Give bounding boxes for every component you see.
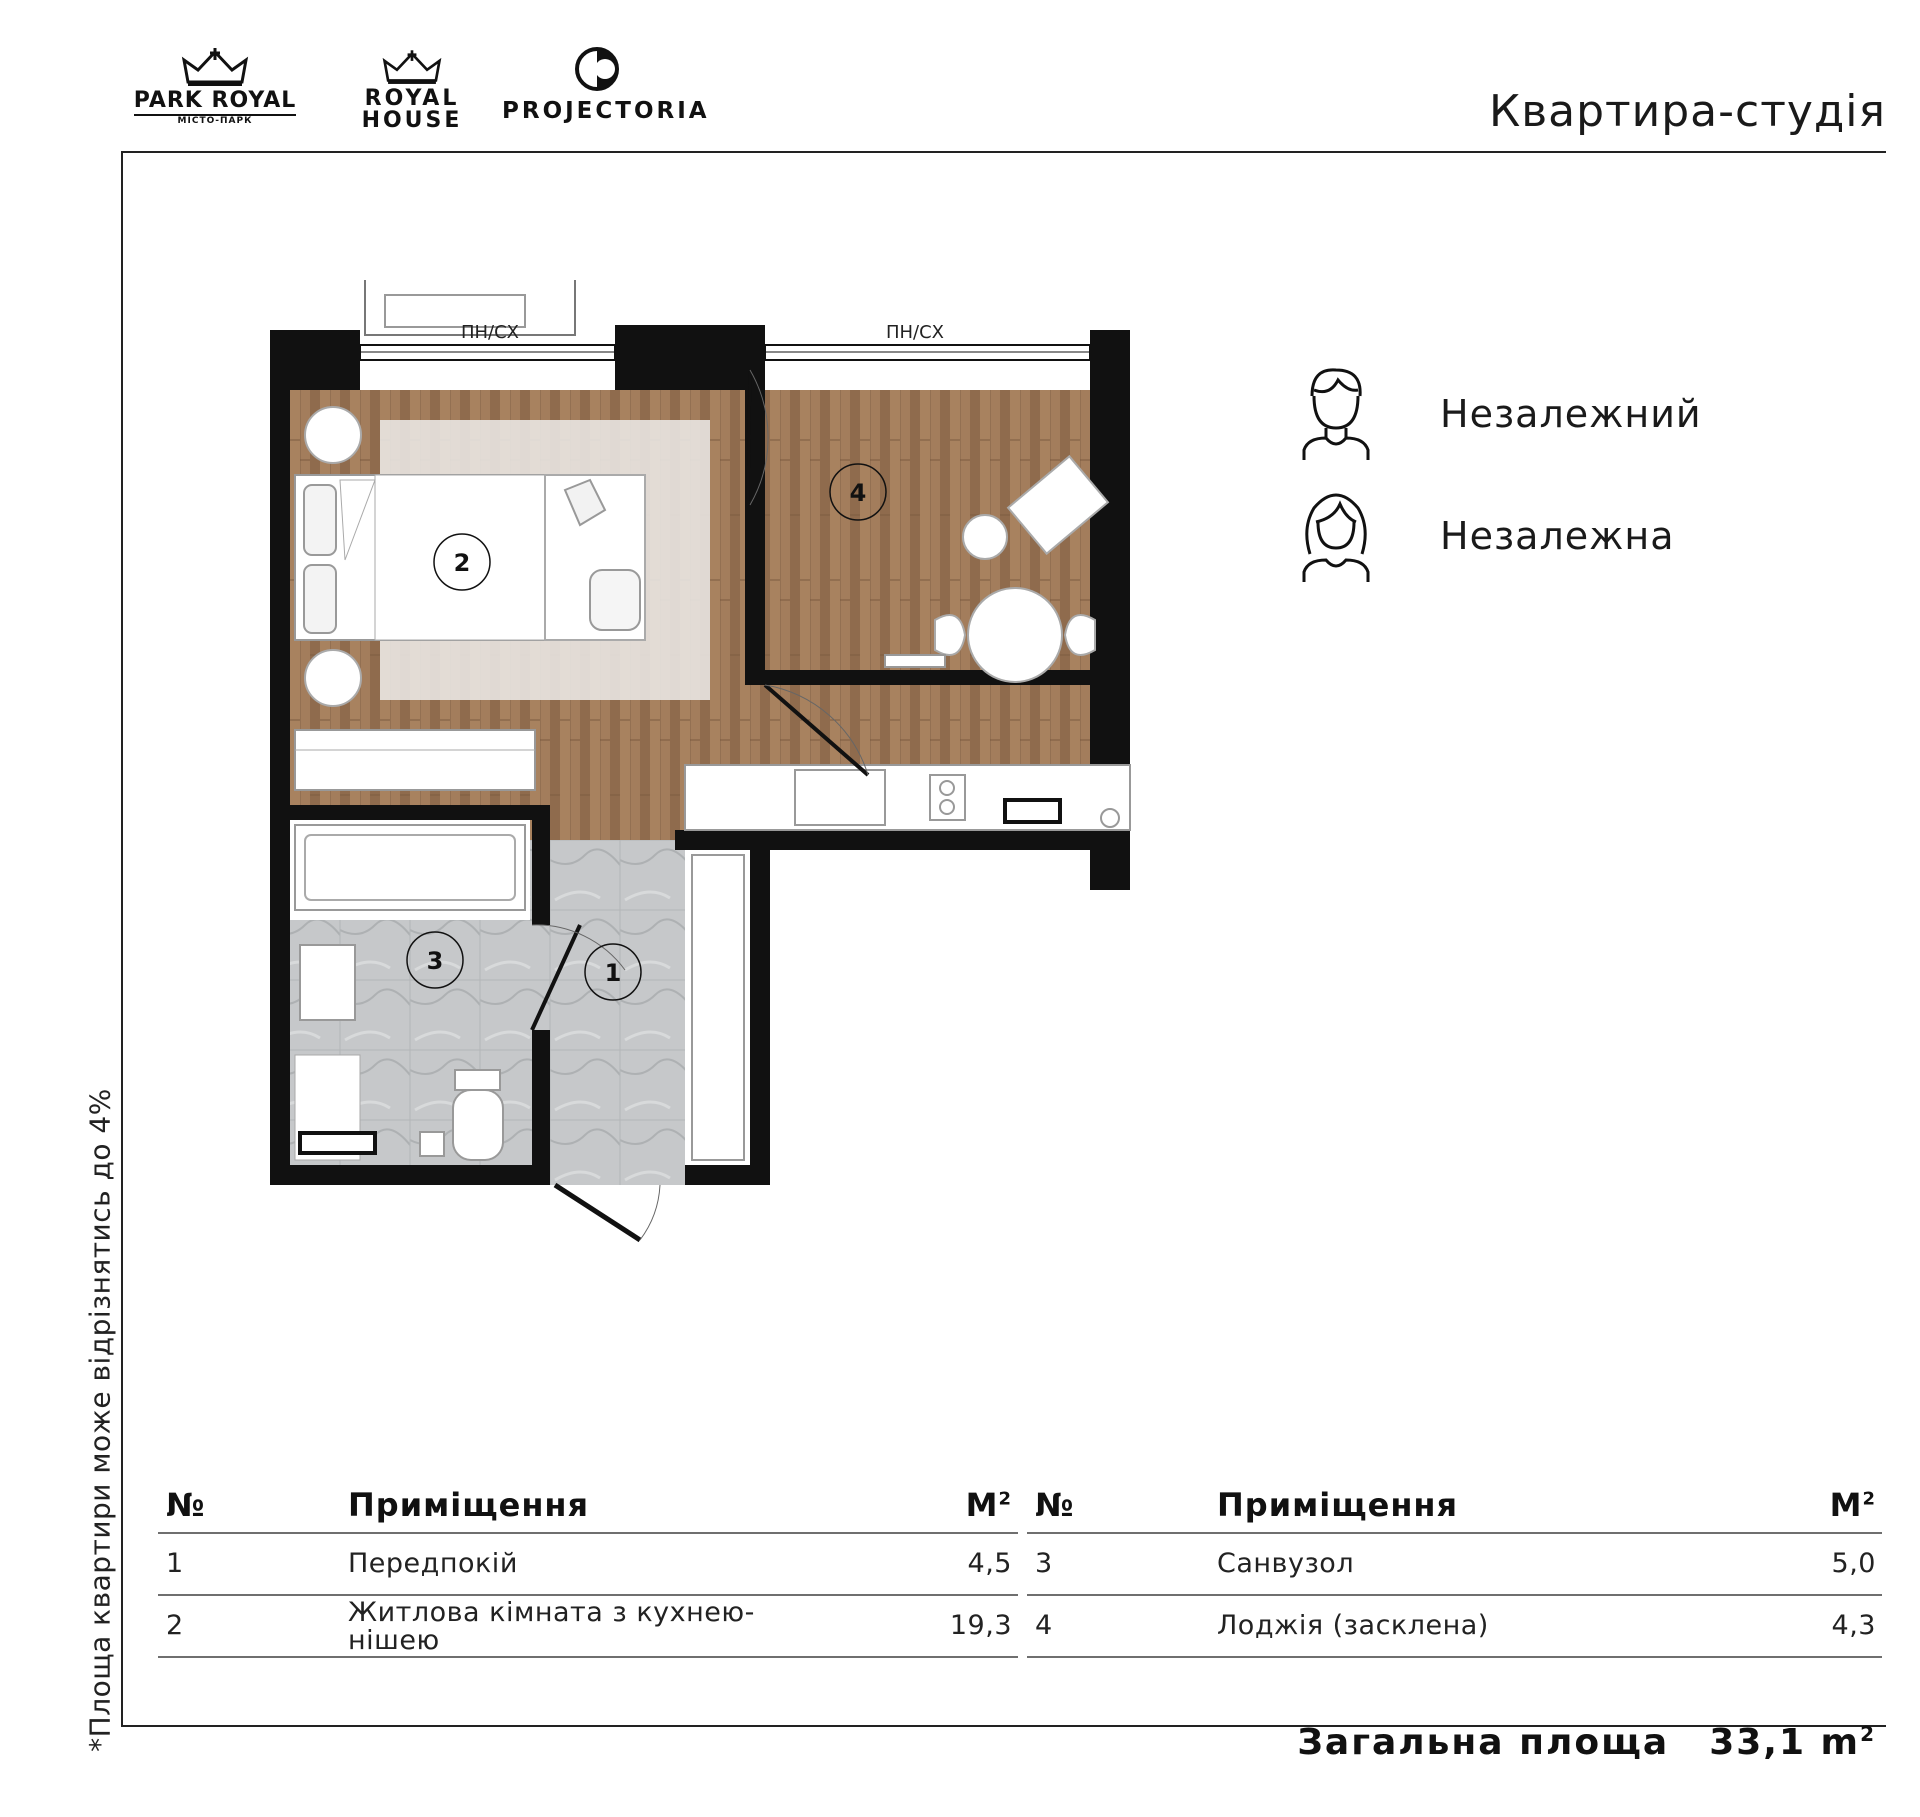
projectoria-name: PROJECTORIA — [502, 98, 710, 124]
kitchen-counter — [685, 765, 1130, 830]
table-row — [158, 1534, 1018, 1596]
header-area: $М^2$ — [1829, 1486, 1876, 1524]
legend-item-woman — [1300, 488, 1820, 584]
room-number-4: 4 — [849, 479, 867, 507]
room-name: Житлова кімната з кухнею-нішею — [348, 1597, 755, 1656]
bathtub — [295, 825, 525, 910]
man-icon — [1300, 366, 1372, 462]
total-area-value: 33,1 m — [1709, 1722, 1861, 1763]
orientation-label: ПН/СХ — [460, 322, 520, 343]
header-room: Приміщення — [1217, 1486, 1459, 1524]
room-number-1: 1 — [604, 959, 622, 987]
header-area: $М^2$ — [965, 1486, 1012, 1524]
wardrobe — [295, 730, 535, 790]
room-number: 3 — [1035, 1548, 1053, 1579]
toilet — [453, 1070, 503, 1160]
projectoria-logo — [502, 44, 710, 124]
royal-house-line1: ROYAL — [364, 86, 460, 111]
park-royal-logo — [120, 48, 310, 126]
legend-label-man: Незалежний — [1440, 392, 1702, 436]
park-royal-name: PARK ROYAL — [134, 88, 297, 116]
side-table — [963, 515, 1007, 559]
header-number: № — [1035, 1486, 1075, 1524]
bath-boiler — [300, 1132, 444, 1156]
room-area: 5,0 — [1831, 1548, 1876, 1579]
nightstand — [305, 407, 361, 463]
crown-icon — [381, 48, 443, 88]
total-area-unit-sup: 2 — [1860, 1722, 1876, 1746]
header-number: № — [166, 1486, 206, 1524]
bed — [295, 475, 545, 640]
orientation-label: ПН/СХ — [885, 322, 945, 343]
woman-icon — [1300, 488, 1372, 584]
room-number: 2 — [166, 1610, 184, 1641]
frame-top-line — [121, 151, 1886, 153]
room-area: 19,3 — [949, 1610, 1012, 1641]
loggia-sill — [885, 655, 945, 667]
room-area: 4,3 — [1831, 1610, 1876, 1641]
total-area — [1297, 1722, 1876, 1763]
park-royal-sub: МІСТО-ПАРК — [177, 116, 253, 126]
room-name: Лоджія (засклена) — [1217, 1610, 1489, 1641]
table-header — [158, 1480, 1018, 1534]
table-row — [1027, 1596, 1882, 1658]
page-title: Квартира-студія — [1488, 86, 1886, 137]
header-room: Приміщення — [348, 1486, 590, 1524]
table-row — [158, 1596, 1018, 1658]
room-number: 1 — [166, 1548, 184, 1579]
crown-icon — [180, 48, 250, 88]
legend-item-man — [1300, 366, 1820, 462]
hallway-wardrobe — [692, 855, 744, 1160]
table-header — [1027, 1480, 1882, 1534]
rooms-table-left — [158, 1480, 1018, 1658]
room-number-2: 2 — [453, 549, 471, 577]
room-area: 4,5 — [967, 1548, 1012, 1579]
armchair — [545, 475, 645, 640]
nightstand — [305, 650, 361, 706]
total-area-label: Загальна площа — [1297, 1722, 1670, 1763]
bathroom-sink — [300, 945, 355, 1020]
floor-plan — [270, 280, 1150, 1260]
royal-house-logo — [352, 48, 472, 132]
legend-label-woman: Незалежна — [1440, 514, 1675, 558]
room-name: Санвузол — [1217, 1548, 1355, 1579]
projectoria-mark-icon — [575, 44, 619, 94]
room-number-3: 3 — [426, 947, 444, 975]
hallway-floor — [540, 840, 685, 1185]
room-number: 4 — [1035, 1610, 1053, 1641]
table-row — [1027, 1534, 1882, 1596]
area-disclaimer: *Площа квартири може відрізнятись до 4% — [83, 1088, 117, 1752]
rooms-table-right — [1027, 1480, 1882, 1658]
room-name: Передпокій — [348, 1548, 518, 1579]
royal-house-line2: HOUSE — [361, 108, 463, 133]
frame-left-line — [121, 151, 123, 1726]
